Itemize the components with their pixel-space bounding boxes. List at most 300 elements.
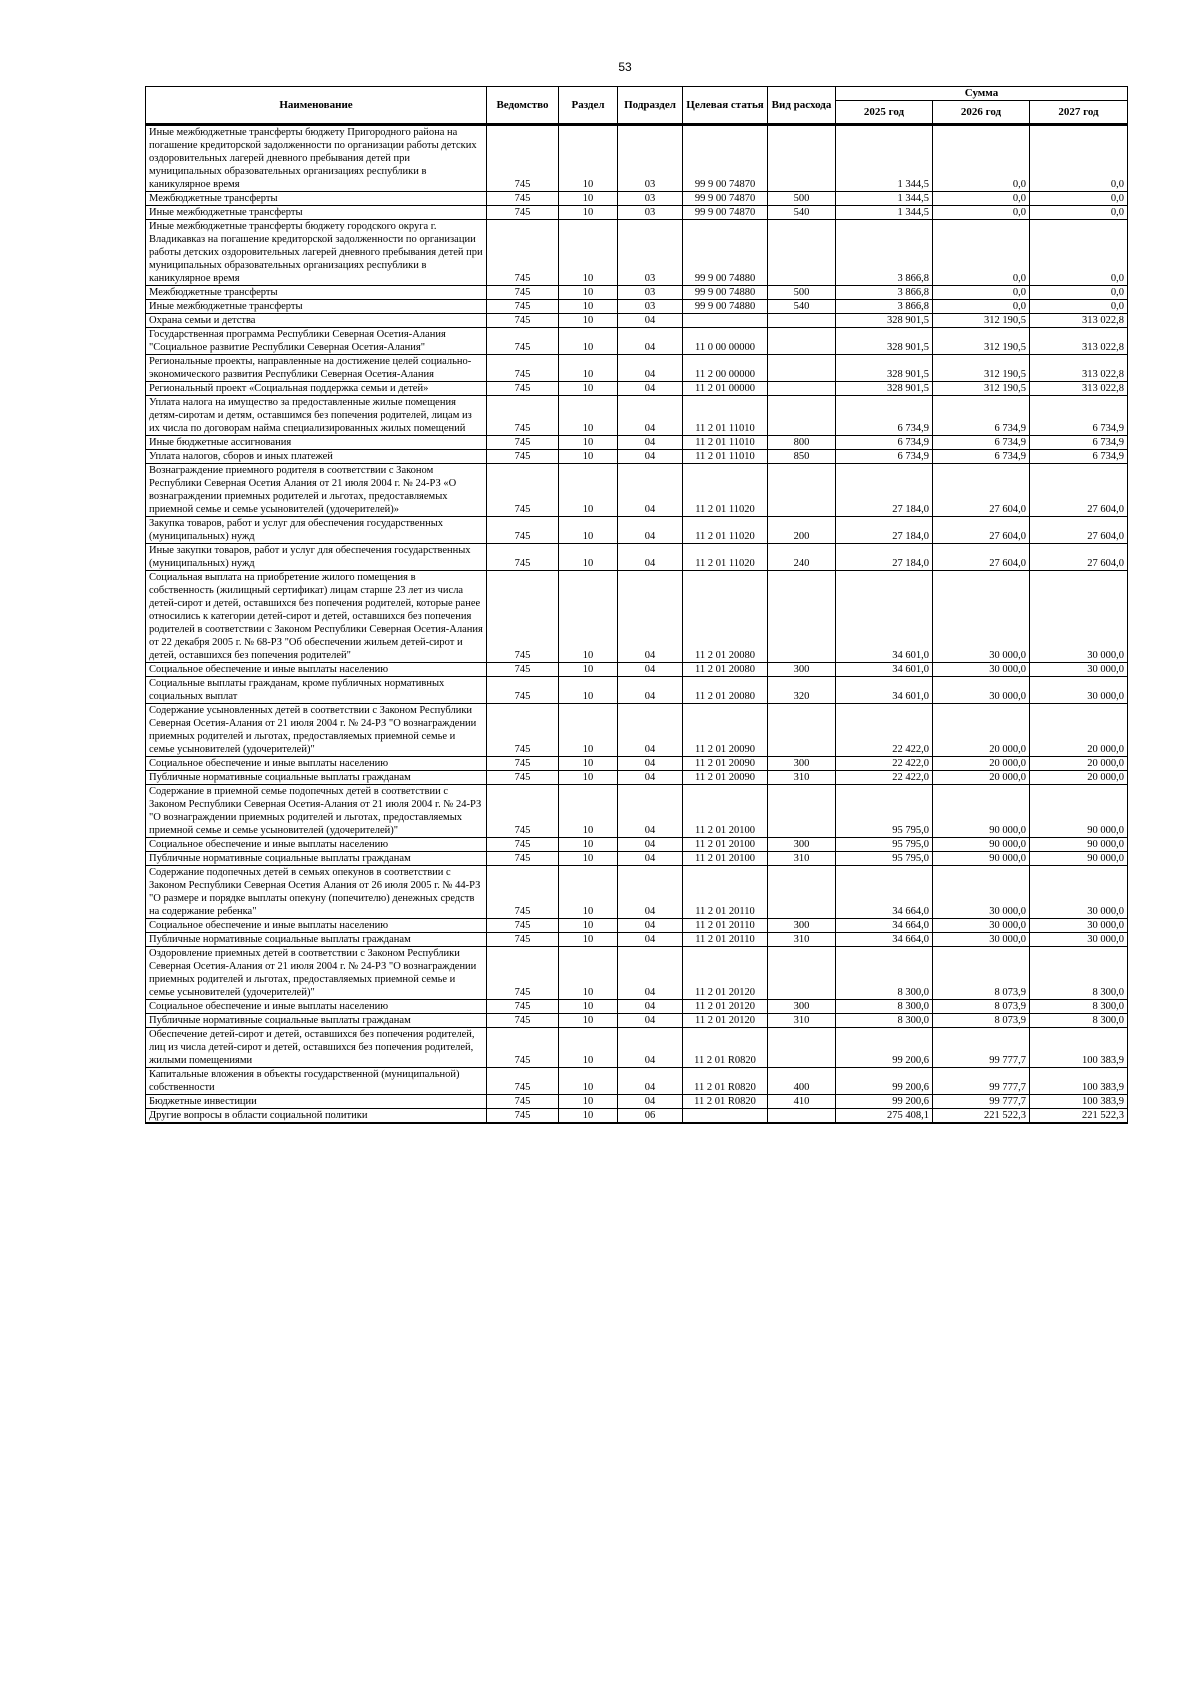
cell-2026: 312 190,5 — [933, 314, 1030, 328]
cell-expense-type — [768, 464, 836, 517]
cell-2025: 99 200,6 — [836, 1095, 933, 1109]
cell-podrazdel: 04 — [618, 396, 683, 436]
cell-podrazdel: 03 — [618, 192, 683, 206]
cell-2025: 328 901,5 — [836, 314, 933, 328]
cell-2026: 20 000,0 — [933, 771, 1030, 785]
cell-name: Публичные нормативные социальные выплаты гражданам — [146, 1014, 487, 1028]
table-row — [146, 328, 1128, 355]
cell-2025: 3 866,8 — [836, 286, 933, 300]
cell-podrazdel: 04 — [618, 677, 683, 704]
cell-vedomstvo: 745 — [487, 663, 559, 677]
cell-podrazdel: 04 — [618, 544, 683, 571]
cell-2027: 30 000,0 — [1030, 677, 1128, 704]
cell-2027: 0,0 — [1030, 192, 1128, 206]
cell-podrazdel: 04 — [618, 1014, 683, 1028]
cell-razdel: 10 — [559, 517, 618, 544]
cell-razdel: 10 — [559, 919, 618, 933]
cell-target-article: 11 2 01 00000 — [683, 382, 768, 396]
cell-2026: 30 000,0 — [933, 677, 1030, 704]
cell-razdel: 10 — [559, 1068, 618, 1095]
cell-podrazdel: 04 — [618, 919, 683, 933]
header-expense-type: Вид расхода — [768, 87, 836, 125]
cell-name: Иные закупки товаров, работ и услуг для обеспечения государственных (муниципальных) нужд — [146, 544, 487, 571]
cell-expense-type: 400 — [768, 1068, 836, 1095]
cell-2027: 0,0 — [1030, 286, 1128, 300]
cell-expense-type: 310 — [768, 1014, 836, 1028]
cell-podrazdel: 04 — [618, 571, 683, 663]
cell-2027: 8 300,0 — [1030, 947, 1128, 1000]
cell-vedomstvo: 745 — [487, 436, 559, 450]
table-row — [146, 838, 1128, 852]
cell-2026: 90 000,0 — [933, 852, 1030, 866]
cell-target-article: 99 9 00 74870 — [683, 206, 768, 220]
cell-name: Уплата налогов, сборов и иных платежей — [146, 450, 487, 464]
cell-2025: 8 300,0 — [836, 1014, 933, 1028]
cell-target-article: 11 2 01 20090 — [683, 757, 768, 771]
cell-2025: 22 422,0 — [836, 757, 933, 771]
cell-vedomstvo: 745 — [487, 544, 559, 571]
table-body — [146, 125, 1128, 1124]
cell-name: Межбюджетные трансферты — [146, 286, 487, 300]
cell-vedomstvo: 745 — [487, 757, 559, 771]
page-number: 53 — [618, 60, 632, 74]
cell-2026: 8 073,9 — [933, 1000, 1030, 1014]
cell-expense-type — [768, 785, 836, 838]
cell-target-article: 11 2 01 20100 — [683, 838, 768, 852]
cell-name: Содержание усыновленных детей в соответствии с Законом Республики Северная Осетия-Алания от 21 июля 2004 г. № 24-РЗ "О вознаграждении приемных родителей и льготах, предоставляемых приемной семье и семье усыновителей (удочерителей)" — [146, 704, 487, 757]
cell-vedomstvo: 745 — [487, 771, 559, 785]
cell-podrazdel: 04 — [618, 314, 683, 328]
cell-razdel: 10 — [559, 314, 618, 328]
header-target-article: Целевая статья — [683, 87, 768, 125]
cell-expense-type: 310 — [768, 771, 836, 785]
cell-razdel: 10 — [559, 355, 618, 382]
cell-name: Публичные нормативные социальные выплаты гражданам — [146, 852, 487, 866]
cell-podrazdel: 03 — [618, 220, 683, 286]
cell-2025: 3 866,8 — [836, 220, 933, 286]
cell-name: Иные бюджетные ассигнования — [146, 436, 487, 450]
cell-razdel: 10 — [559, 192, 618, 206]
cell-podrazdel: 04 — [618, 382, 683, 396]
table-row — [146, 704, 1128, 757]
table-row — [146, 771, 1128, 785]
cell-2027: 27 604,0 — [1030, 544, 1128, 571]
cell-vedomstvo: 745 — [487, 396, 559, 436]
cell-expense-type: 310 — [768, 852, 836, 866]
cell-razdel: 10 — [559, 382, 618, 396]
cell-2025: 1 344,5 — [836, 125, 933, 192]
table-row — [146, 206, 1128, 220]
cell-2027: 90 000,0 — [1030, 838, 1128, 852]
table-row — [146, 1000, 1128, 1014]
table-row — [146, 192, 1128, 206]
cell-2027: 100 383,9 — [1030, 1095, 1128, 1109]
cell-name: Содержание в приемной семье подопечных детей в соответствии с Законом Республики Северная Осетия-Алания от 21 июля 2004 г. № 24-РЗ "О вознаграждении приемных родителей и льготах, предоставляемых приемной семье и семье усыновителей (удочерителей)" — [146, 785, 487, 838]
cell-razdel: 10 — [559, 933, 618, 947]
cell-podrazdel: 04 — [618, 866, 683, 919]
cell-2025: 1 344,5 — [836, 192, 933, 206]
cell-2026: 6 734,9 — [933, 450, 1030, 464]
cell-target-article — [683, 314, 768, 328]
cell-expense-type — [768, 571, 836, 663]
cell-vedomstvo: 745 — [487, 919, 559, 933]
cell-2027: 0,0 — [1030, 125, 1128, 192]
cell-vedomstvo: 745 — [487, 328, 559, 355]
cell-podrazdel: 04 — [618, 1068, 683, 1095]
cell-2027: 313 022,8 — [1030, 355, 1128, 382]
cell-vedomstvo: 745 — [487, 866, 559, 919]
cell-target-article: 11 2 01 20100 — [683, 852, 768, 866]
cell-name: Оздоровление приемных детей в соответствии с Законом Республики Северная Осетия-Алания от 21 июля 2004 г. № 24-РЗ "О вознаграждении приемных родителей и льготах, предоставляемых приемной семье и семье усыновителей (удочерителей)" — [146, 947, 487, 1000]
table-row — [146, 286, 1128, 300]
cell-target-article: 99 9 00 74870 — [683, 125, 768, 192]
cell-2027: 20 000,0 — [1030, 704, 1128, 757]
header-podrazdel: Подраздел — [618, 87, 683, 125]
cell-podrazdel: 04 — [618, 328, 683, 355]
table-row — [146, 1014, 1128, 1028]
cell-target-article: 11 2 01 R0820 — [683, 1028, 768, 1068]
cell-razdel: 10 — [559, 947, 618, 1000]
header-vedomstvo: Ведомство — [487, 87, 559, 125]
cell-podrazdel: 04 — [618, 1095, 683, 1109]
cell-expense-type: 300 — [768, 757, 836, 771]
cell-name: Иные межбюджетные трансферты — [146, 206, 487, 220]
cell-target-article: 11 2 01 20080 — [683, 663, 768, 677]
table-row — [146, 464, 1128, 517]
cell-vedomstvo: 745 — [487, 517, 559, 544]
cell-podrazdel: 03 — [618, 125, 683, 192]
cell-podrazdel: 04 — [618, 464, 683, 517]
cell-vedomstvo: 745 — [487, 382, 559, 396]
cell-razdel: 10 — [559, 450, 618, 464]
cell-expense-type: 500 — [768, 192, 836, 206]
cell-expense-type — [768, 866, 836, 919]
cell-2025: 8 300,0 — [836, 1000, 933, 1014]
cell-vedomstvo: 745 — [487, 677, 559, 704]
table-row — [146, 355, 1128, 382]
cell-target-article: 99 9 00 74880 — [683, 300, 768, 314]
cell-target-article: 11 0 00 00000 — [683, 328, 768, 355]
cell-expense-type: 320 — [768, 677, 836, 704]
cell-2026: 6 734,9 — [933, 436, 1030, 450]
cell-name: Социальное обеспечение и иные выплаты населению — [146, 663, 487, 677]
cell-2025: 6 734,9 — [836, 450, 933, 464]
cell-target-article: 11 2 01 20110 — [683, 919, 768, 933]
cell-2027: 8 300,0 — [1030, 1014, 1128, 1028]
cell-2026: 20 000,0 — [933, 757, 1030, 771]
cell-razdel: 10 — [559, 757, 618, 771]
header-sum: Сумма — [836, 87, 1128, 101]
table-row — [146, 436, 1128, 450]
cell-vedomstvo: 745 — [487, 1014, 559, 1028]
cell-target-article: 11 2 01 R0820 — [683, 1095, 768, 1109]
header-razdel: Раздел — [559, 87, 618, 125]
header-2025: 2025 год — [836, 101, 933, 125]
cell-name: Государственная программа Республики Северная Осетия-Алания "Социальное развитие Республики Северная Осетия-Алания" — [146, 328, 487, 355]
cell-2027: 6 734,9 — [1030, 436, 1128, 450]
cell-vedomstvo: 745 — [487, 785, 559, 838]
cell-2026: 312 190,5 — [933, 382, 1030, 396]
cell-2025: 328 901,5 — [836, 328, 933, 355]
table-row — [146, 852, 1128, 866]
cell-expense-type: 240 — [768, 544, 836, 571]
cell-podrazdel: 03 — [618, 206, 683, 220]
table-row — [146, 866, 1128, 919]
cell-2027: 30 000,0 — [1030, 866, 1128, 919]
cell-podrazdel: 04 — [618, 355, 683, 382]
cell-2025: 22 422,0 — [836, 704, 933, 757]
cell-2027: 6 734,9 — [1030, 450, 1128, 464]
cell-2027: 27 604,0 — [1030, 517, 1128, 544]
cell-podrazdel: 04 — [618, 436, 683, 450]
cell-podrazdel: 03 — [618, 300, 683, 314]
cell-2026: 20 000,0 — [933, 704, 1030, 757]
cell-podrazdel: 04 — [618, 1000, 683, 1014]
cell-vedomstvo: 745 — [487, 286, 559, 300]
cell-name: Обеспечение детей-сирот и детей, оставшихся без попечения родителей, лиц из числа детей-сирот и детей, оставшихся без попечения родителей, жилыми помещениями — [146, 1028, 487, 1068]
table-row — [146, 517, 1128, 544]
cell-2025: 95 795,0 — [836, 852, 933, 866]
cell-razdel: 10 — [559, 1014, 618, 1028]
cell-2027: 20 000,0 — [1030, 757, 1128, 771]
cell-2025: 8 300,0 — [836, 947, 933, 1000]
cell-vedomstvo: 745 — [487, 838, 559, 852]
cell-vedomstvo: 745 — [487, 1095, 559, 1109]
cell-podrazdel: 04 — [618, 1028, 683, 1068]
cell-expense-type — [768, 220, 836, 286]
cell-name: Публичные нормативные социальные выплаты гражданам — [146, 933, 487, 947]
cell-expense-type: 200 — [768, 517, 836, 544]
cell-podrazdel: 04 — [618, 933, 683, 947]
cell-name: Социальные выплаты гражданам, кроме публичных нормативных социальных выплат — [146, 677, 487, 704]
cell-razdel: 10 — [559, 300, 618, 314]
cell-2026: 30 000,0 — [933, 571, 1030, 663]
cell-razdel: 10 — [559, 220, 618, 286]
cell-expense-type: 300 — [768, 838, 836, 852]
cell-name: Уплата налога на имущество за предоставленные жилые помещения детям-сиротам и детям, оставшимся без попечения родителей, лицам из их числа по договорам найма специализированных жилых помещений — [146, 396, 487, 436]
cell-podrazdel: 03 — [618, 286, 683, 300]
cell-name: Региональные проекты, направленные на достижение целей социально-экономического развития Республики Северная Осетия-Алания — [146, 355, 487, 382]
cell-target-article: 11 2 01 20120 — [683, 947, 768, 1000]
cell-razdel: 10 — [559, 571, 618, 663]
cell-2025: 27 184,0 — [836, 517, 933, 544]
cell-podrazdel: 04 — [618, 852, 683, 866]
cell-expense-type: 540 — [768, 206, 836, 220]
cell-vedomstvo: 745 — [487, 1109, 559, 1124]
cell-razdel: 10 — [559, 785, 618, 838]
cell-razdel: 10 — [559, 1095, 618, 1109]
cell-vedomstvo: 745 — [487, 450, 559, 464]
cell-name: Охрана семьи и детства — [146, 314, 487, 328]
cell-vedomstvo: 745 — [487, 464, 559, 517]
cell-expense-type: 500 — [768, 286, 836, 300]
table-row — [146, 1095, 1128, 1109]
header-2026: 2026 год — [933, 101, 1030, 125]
cell-2027: 0,0 — [1030, 300, 1128, 314]
cell-2027: 0,0 — [1030, 220, 1128, 286]
cell-2026: 0,0 — [933, 206, 1030, 220]
cell-vedomstvo: 745 — [487, 704, 559, 757]
cell-name: Социальная выплата на приобретение жилого помещения в собственность (жилищный сертификат) лицам старше 23 лет из числа детей-сирот и детей, оставшихся без попечения родителей, которые ранее относились к категории детей-сирот и детей, оставшихся без попечения родителей в соответствии с Законом Республики Северная Осетия-Алания от 22 декабря 2005 г. № 68-РЗ "Об обеспечении жильем детей-сирот и детей, оставшихся без попечения родителей" — [146, 571, 487, 663]
cell-podrazdel: 04 — [618, 663, 683, 677]
cell-2027: 313 022,8 — [1030, 382, 1128, 396]
cell-2027: 6 734,9 — [1030, 396, 1128, 436]
cell-target-article: 11 2 01 20100 — [683, 785, 768, 838]
cell-2026: 0,0 — [933, 192, 1030, 206]
cell-2025: 22 422,0 — [836, 771, 933, 785]
cell-target-article: 11 2 01 20120 — [683, 1000, 768, 1014]
cell-2025: 99 200,6 — [836, 1068, 933, 1095]
cell-expense-type — [768, 396, 836, 436]
cell-vedomstvo: 745 — [487, 1028, 559, 1068]
cell-expense-type — [768, 382, 836, 396]
cell-2026: 221 522,3 — [933, 1109, 1030, 1124]
cell-vedomstvo: 745 — [487, 1068, 559, 1095]
cell-podrazdel: 04 — [618, 785, 683, 838]
cell-vedomstvo: 745 — [487, 314, 559, 328]
cell-razdel: 10 — [559, 544, 618, 571]
cell-name: Социальное обеспечение и иные выплаты населению — [146, 919, 487, 933]
cell-razdel: 10 — [559, 866, 618, 919]
cell-podrazdel: 04 — [618, 771, 683, 785]
cell-name: Региональный проект «Социальная поддержка семьи и детей» — [146, 382, 487, 396]
cell-expense-type: 410 — [768, 1095, 836, 1109]
cell-2027: 20 000,0 — [1030, 771, 1128, 785]
cell-target-article: 11 2 00 00000 — [683, 355, 768, 382]
cell-2025: 95 795,0 — [836, 838, 933, 852]
cell-name: Закупка товаров, работ и услуг для обеспечения государственных (муниципальных) нужд — [146, 517, 487, 544]
cell-2026: 312 190,5 — [933, 355, 1030, 382]
table-row — [146, 300, 1128, 314]
cell-2026: 27 604,0 — [933, 464, 1030, 517]
cell-2025: 6 734,9 — [836, 436, 933, 450]
header-name: Наименование — [146, 87, 487, 125]
cell-2027: 30 000,0 — [1030, 919, 1128, 933]
table-row — [146, 571, 1128, 663]
cell-expense-type: 540 — [768, 300, 836, 314]
cell-2026: 90 000,0 — [933, 838, 1030, 852]
cell-2025: 27 184,0 — [836, 544, 933, 571]
table-row — [146, 1109, 1128, 1124]
table-header — [146, 87, 1128, 125]
cell-2027: 30 000,0 — [1030, 933, 1128, 947]
cell-expense-type — [768, 328, 836, 355]
cell-razdel: 10 — [559, 677, 618, 704]
cell-target-article: 11 2 01 20090 — [683, 704, 768, 757]
cell-expense-type — [768, 1028, 836, 1068]
cell-name: Социальное обеспечение и иные выплаты населению — [146, 838, 487, 852]
cell-2027: 100 383,9 — [1030, 1068, 1128, 1095]
cell-expense-type: 300 — [768, 1000, 836, 1014]
cell-2025: 34 601,0 — [836, 663, 933, 677]
cell-target-article: 11 2 01 20110 — [683, 933, 768, 947]
cell-2026: 30 000,0 — [933, 919, 1030, 933]
table-row — [146, 757, 1128, 771]
cell-target-article: 11 2 01 11020 — [683, 464, 768, 517]
cell-podrazdel: 04 — [618, 450, 683, 464]
cell-razdel: 10 — [559, 328, 618, 355]
cell-name: Социальное обеспечение и иные выплаты населению — [146, 1000, 487, 1014]
cell-name: Публичные нормативные социальные выплаты гражданам — [146, 771, 487, 785]
table-row — [146, 382, 1128, 396]
cell-2025: 328 901,5 — [836, 355, 933, 382]
cell-razdel: 10 — [559, 1000, 618, 1014]
cell-2026: 30 000,0 — [933, 866, 1030, 919]
cell-2027: 0,0 — [1030, 206, 1128, 220]
cell-expense-type: 850 — [768, 450, 836, 464]
cell-target-article: 99 9 00 74880 — [683, 220, 768, 286]
cell-name: Иные межбюджетные трансферты — [146, 300, 487, 314]
cell-vedomstvo: 745 — [487, 852, 559, 866]
cell-razdel: 10 — [559, 464, 618, 517]
cell-2027: 30 000,0 — [1030, 571, 1128, 663]
cell-2026: 27 604,0 — [933, 544, 1030, 571]
cell-2026: 0,0 — [933, 300, 1030, 314]
cell-expense-type: 300 — [768, 663, 836, 677]
cell-target-article: 99 9 00 74880 — [683, 286, 768, 300]
cell-expense-type: 800 — [768, 436, 836, 450]
cell-2025: 1 344,5 — [836, 206, 933, 220]
cell-podrazdel: 04 — [618, 757, 683, 771]
cell-2025: 6 734,9 — [836, 396, 933, 436]
cell-2026: 99 777,7 — [933, 1095, 1030, 1109]
table-row — [146, 919, 1128, 933]
cell-razdel: 10 — [559, 206, 618, 220]
cell-target-article: 11 2 01 20120 — [683, 1014, 768, 1028]
table-row — [146, 947, 1128, 1000]
cell-2027: 100 383,9 — [1030, 1028, 1128, 1068]
cell-expense-type — [768, 947, 836, 1000]
table-row — [146, 663, 1128, 677]
table-row — [146, 785, 1128, 838]
cell-2026: 8 073,9 — [933, 947, 1030, 1000]
cell-vedomstvo: 745 — [487, 571, 559, 663]
table-row — [146, 450, 1128, 464]
cell-podrazdel: 04 — [618, 517, 683, 544]
cell-2026: 30 000,0 — [933, 933, 1030, 947]
cell-expense-type: 310 — [768, 933, 836, 947]
cell-razdel: 10 — [559, 852, 618, 866]
header-2027: 2027 год — [1030, 101, 1128, 125]
cell-2027: 221 522,3 — [1030, 1109, 1128, 1124]
cell-expense-type — [768, 355, 836, 382]
cell-2026: 0,0 — [933, 125, 1030, 192]
cell-razdel: 10 — [559, 396, 618, 436]
cell-2026: 0,0 — [933, 220, 1030, 286]
cell-2025: 34 664,0 — [836, 866, 933, 919]
cell-2025: 3 866,8 — [836, 300, 933, 314]
cell-name: Социальное обеспечение и иные выплаты населению — [146, 757, 487, 771]
cell-target-article: 11 2 01 20080 — [683, 571, 768, 663]
cell-2027: 90 000,0 — [1030, 852, 1128, 866]
table-row — [146, 396, 1128, 436]
cell-2027: 90 000,0 — [1030, 785, 1128, 838]
cell-razdel: 10 — [559, 1028, 618, 1068]
cell-2025: 34 664,0 — [836, 933, 933, 947]
cell-2026: 99 777,7 — [933, 1028, 1030, 1068]
cell-2026: 312 190,5 — [933, 328, 1030, 355]
cell-target-article: 11 2 01 20110 — [683, 866, 768, 919]
cell-2025: 34 601,0 — [836, 677, 933, 704]
cell-target-article: 11 2 01 20080 — [683, 677, 768, 704]
cell-podrazdel: 06 — [618, 1109, 683, 1124]
cell-razdel: 10 — [559, 436, 618, 450]
cell-2025: 275 408,1 — [836, 1109, 933, 1124]
cell-name: Капитальные вложения в объекты государственной (муниципальной) собственности — [146, 1068, 487, 1095]
table-row — [146, 677, 1128, 704]
table-row — [146, 1068, 1128, 1095]
cell-2025: 34 601,0 — [836, 571, 933, 663]
